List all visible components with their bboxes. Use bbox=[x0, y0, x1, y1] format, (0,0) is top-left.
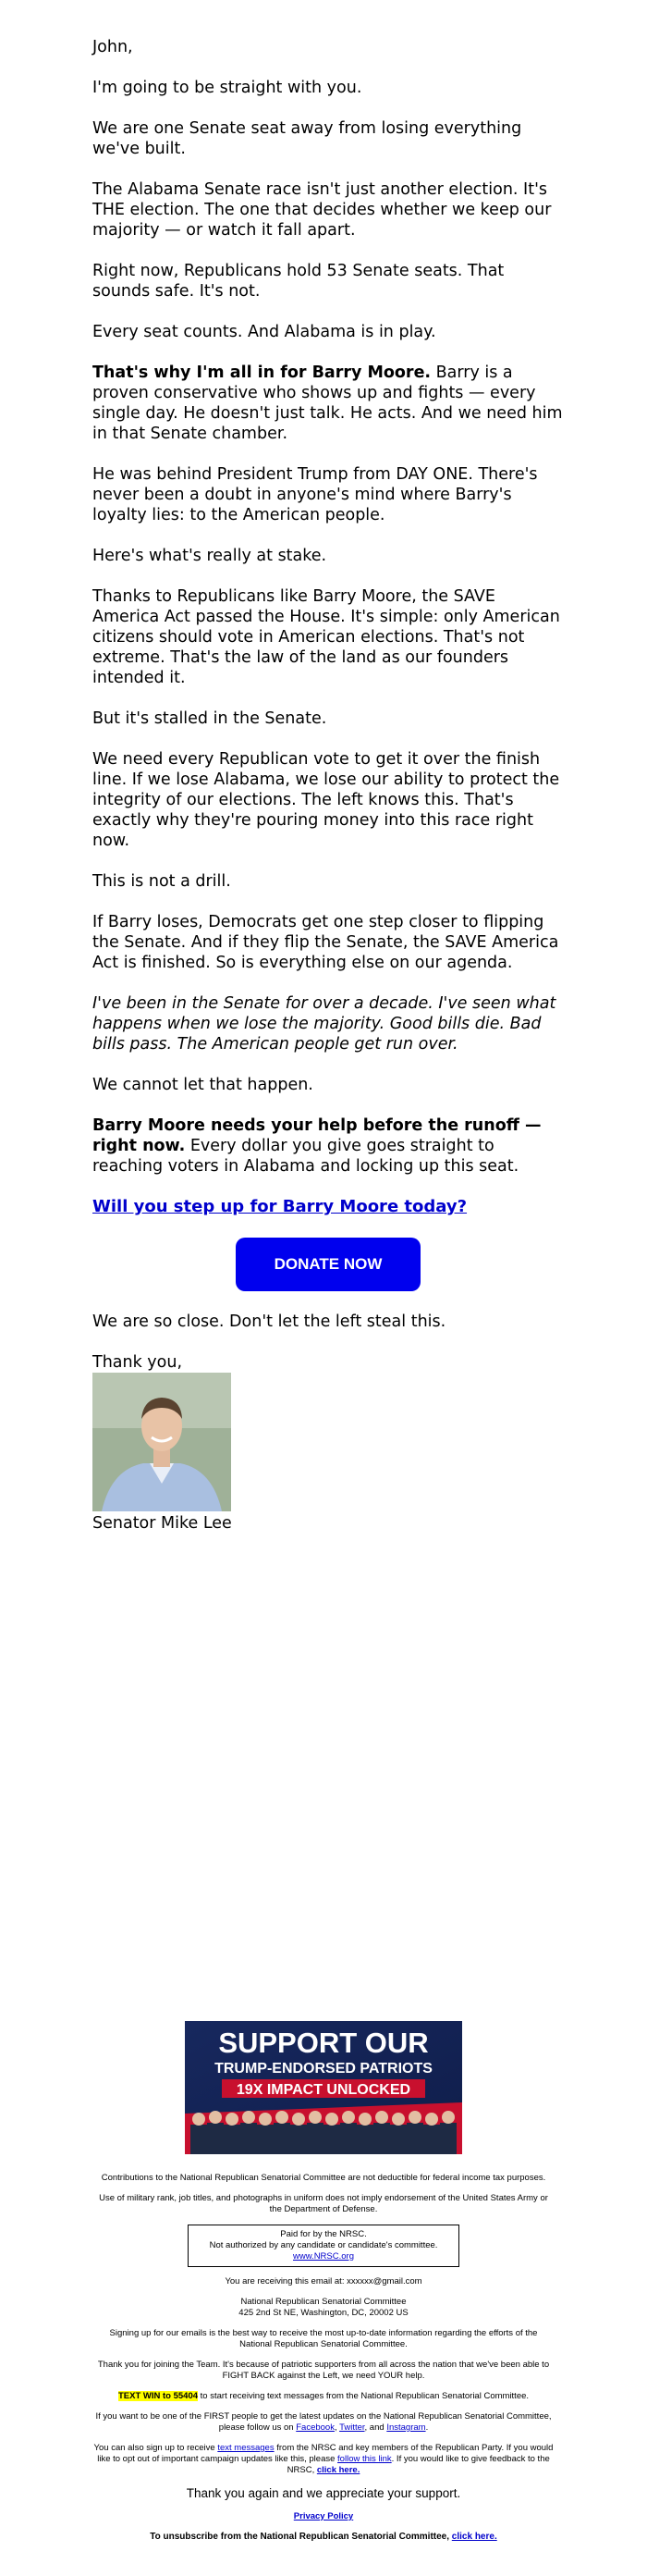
receiving-email: You are receiving this email at: xxxxxx@gmail.com bbox=[225, 2276, 422, 2286]
paragraph: This is not a drill. bbox=[92, 872, 231, 891]
follow-us-text bbox=[92, 2411, 555, 2434]
signature-name: Senator Mike Lee bbox=[92, 1514, 232, 1533]
paragraph: Every seat counts. And Alabama is in play. bbox=[92, 323, 436, 341]
opt-out-link[interactable]: follow this link bbox=[337, 2454, 392, 2464]
thanks-again: Thank you again and we appreciate your support. bbox=[186, 2486, 461, 2500]
text-win-rest: to start receiving text messages from the National Republican Senatorial Committee. bbox=[198, 2391, 530, 2401]
org-street: 425 2nd St NE, Washington, DC, 20002 US bbox=[238, 2308, 409, 2318]
senator-portrait-image bbox=[92, 1373, 231, 1511]
paragraph: We need every Republican vote to get it over the finish line. If we lose Alabama, we lose our ability to protect the integrity of our elections. The left knows this. That's exactly why they're pouring money into this race right now. bbox=[92, 750, 560, 850]
separator: , bbox=[334, 2422, 340, 2433]
paragraph-text: Every dollar you give goes straight to reaching voters in Alabama and locking up this seat. bbox=[92, 1137, 519, 1176]
paragraph bbox=[92, 1115, 564, 1177]
paragraph: If Barry loses, Democrats get one step closer to flipping the Senate. And if they flip the Senate, the SAVE America Act is finished. So is everything else on our agenda. bbox=[92, 913, 559, 972]
nrsc-link[interactable]: www.NRSC.org bbox=[293, 2251, 354, 2262]
paid-line: Paid for by the NRSC. bbox=[280, 2229, 367, 2239]
org-address bbox=[92, 2297, 555, 2319]
thanks-team-text: Thank you for joining the Team. It's because of patriotic supporters from all across the nation that we've been able to FIGHT BACK against the Left, we need YOUR help. bbox=[97, 2360, 550, 2381]
cta-paragraph bbox=[92, 1197, 564, 1217]
separator: . bbox=[425, 2422, 429, 2433]
signup-mid: from the NRSC and key members of the Republican Party. If you would like to opt out of important campaign updates like this, please bbox=[97, 2443, 554, 2464]
banner-line1: SUPPORT OUR bbox=[218, 2027, 429, 2059]
follow-pre: If you want to be one of the FIRST people to get the latest updates on the National Republican Senatorial Committee, please follow us on bbox=[95, 2411, 552, 2433]
paid-for-box bbox=[188, 2225, 459, 2267]
bold-lead: Barry Moore needs your help before the runoff — right now. bbox=[92, 1116, 542, 1155]
twitter-link[interactable]: Twitter bbox=[339, 2422, 365, 2433]
text-win-highlight: TEXT WIN to 55404 bbox=[117, 2391, 199, 2401]
paid-line: Not authorized by any candidate or candidate's committee. bbox=[209, 2240, 438, 2250]
feedback-link[interactable]: click here. bbox=[316, 2465, 360, 2475]
paragraph: I'm going to be straight with you. bbox=[92, 79, 362, 97]
greeting: John, bbox=[92, 38, 133, 56]
privacy-policy-link[interactable]: Privacy Policy bbox=[293, 2511, 354, 2521]
paragraph bbox=[92, 993, 564, 1054]
paragraph: We cannot let that happen. bbox=[92, 1076, 313, 1094]
military-disclaimer: Use of military rank, job titles, and photographs in uniform does not imply endorsement of the United States Army or the Department of Defense. bbox=[99, 2193, 548, 2214]
footer bbox=[92, 2021, 555, 2552]
banner-line3: 19X IMPACT UNLOCKED bbox=[236, 2082, 411, 2098]
paragraph: But it's stalled in the Senate. bbox=[92, 709, 327, 728]
paragraph bbox=[92, 363, 564, 444]
text-messages-link[interactable]: text messages bbox=[217, 2443, 275, 2453]
donate-button-wrap bbox=[92, 1238, 564, 1291]
privacy-line bbox=[92, 2511, 555, 2522]
org-name: National Republican Senatorial Committee bbox=[240, 2297, 407, 2307]
donate-button[interactable]: DONATE NOW bbox=[236, 1238, 421, 1291]
unsubscribe-link[interactable]: click here. bbox=[451, 2532, 497, 2542]
instagram-link[interactable]: Instagram bbox=[386, 2422, 426, 2433]
unsubscribe-pre: To unsubscribe from the National Republican Senatorial Committee, bbox=[150, 2532, 452, 2542]
senator-photo bbox=[92, 1373, 231, 1511]
tax-disclaimer: Contributions to the National Republican Senatorial Committee are not deductible for federal income tax purposes. bbox=[101, 2173, 546, 2183]
paragraph: The Alabama Senate race isn't just another election. It's THE election. The one that decides whether we keep our majority — or watch it fall apart. bbox=[92, 180, 552, 240]
text-win-line bbox=[92, 2391, 555, 2402]
paragraph: We are so close. Don't let the left steal this. bbox=[92, 1313, 446, 1331]
signup-mid2: . If you would like to give feedback to the NRSC, bbox=[287, 2454, 550, 2475]
italic-quote: I've been in the Senate for over a decade. I've seen what happens when we lose the majority. Good bills die. Bad bills pass. The American people get run over. bbox=[92, 994, 556, 1054]
bold-lead: That's why I'm all in for Barry Moore. bbox=[92, 364, 432, 382]
paragraph: He was behind President Trump from DAY ONE. There's never been a doubt in anyone's mind where Barry's loyalty lies: to the American people. bbox=[92, 465, 538, 524]
paragraph-text: Barry is a proven conservative who shows up and fights — every single day. He doesn't just talk. He acts. And we need him in that Senate chamber. bbox=[92, 364, 563, 443]
separator: , and bbox=[364, 2422, 387, 2433]
unsubscribe-line bbox=[92, 2532, 555, 2543]
signup-optout-text bbox=[92, 2443, 555, 2476]
facebook-link[interactable]: Facebook bbox=[296, 2422, 335, 2433]
signoff: Thank you, bbox=[92, 1353, 183, 1372]
email-body bbox=[92, 37, 564, 1534]
signup-pre: You can also sign up to receive bbox=[93, 2443, 218, 2453]
support-patriots-banner[interactable] bbox=[185, 2021, 462, 2154]
banner-line2: TRUMP-ENDORSED PATRIOTS bbox=[214, 2061, 433, 2077]
cta-link[interactable]: Will you step up for Barry Moore today? bbox=[92, 1197, 468, 1216]
paragraph: Right now, Republicans hold 53 Senate seats. That sounds safe. It's not. bbox=[92, 262, 505, 301]
paragraph: We are one Senate seat away from losing everything we've built. bbox=[92, 119, 522, 158]
paragraph: Here's what's really at stake. bbox=[92, 547, 327, 565]
paragraph: Thanks to Republicans like Barry Moore, the SAVE America Act passed the House. It's simple: only American citizens should vote in American elections. That's not extreme. That's the law of the land as our founders intended it. bbox=[92, 587, 560, 687]
signing-up-text: Signing up for our emails is the best way to receive the most up-to-date information regarding the efforts of the National Republican Senatorial Committee. bbox=[109, 2328, 538, 2349]
